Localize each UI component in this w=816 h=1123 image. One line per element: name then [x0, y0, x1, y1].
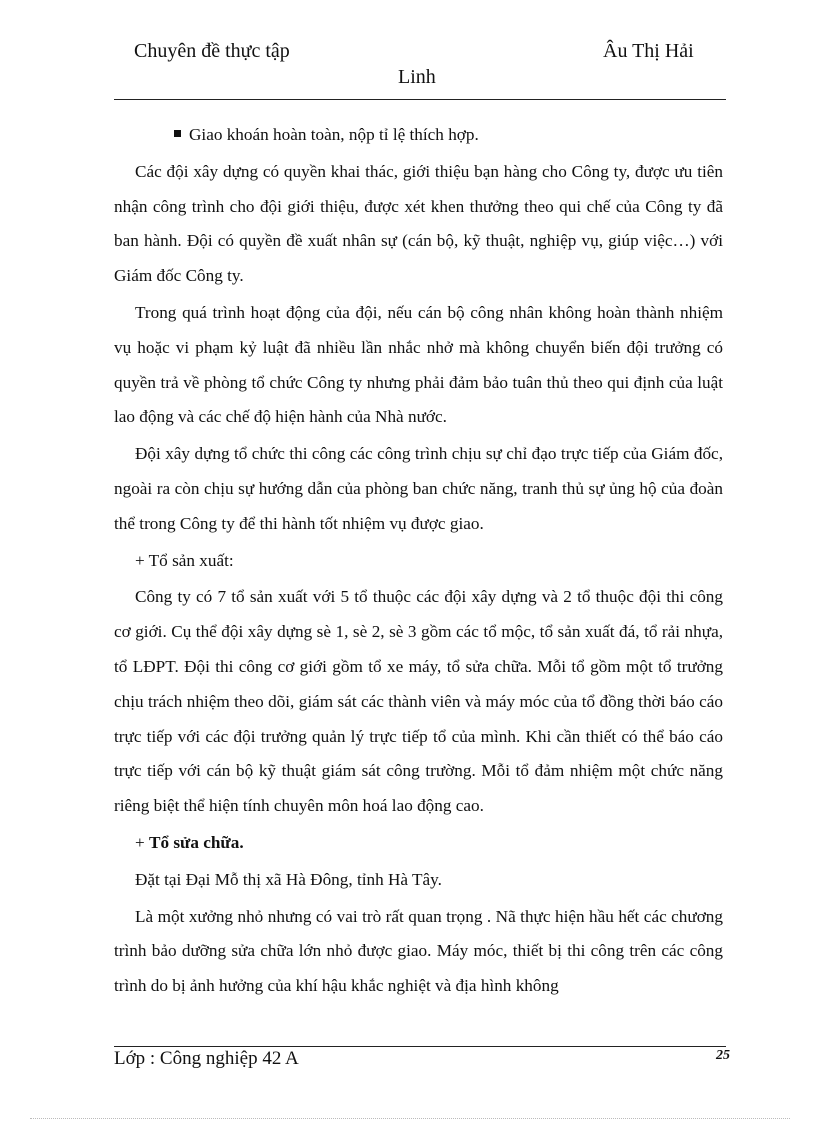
header-title: Chuyên đề thực tập	[134, 40, 290, 62]
header-author-line2: Linh	[398, 66, 436, 88]
header-author-line1: Âu Thị Hải	[603, 40, 694, 62]
square-bullet-icon	[174, 130, 181, 137]
section-heading-to-san-xuat: + Tổ sản xuất:	[135, 550, 234, 570]
bullet-text: Giao khoán hoàn toàn, nộp tỉ lệ thích hợp.	[189, 125, 479, 144]
paragraph: Đội xây dựng tổ chức thi công các công trình chịu sự chỉ đạo trực tiếp của Giám đốc, ngoài ra còn chịu sự hướng dẫn của phòng ban chức năng, tranh thủ sự ủng hộ của đoàn thể trong Công ty để thi hành tốt nhiệm vụ được giao.	[114, 444, 723, 533]
heading-prefix: +	[135, 832, 149, 852]
page-bottom-dotted-line	[30, 1118, 790, 1119]
bullet-item	[114, 118, 723, 153]
paragraph: Trong quá trình hoạt động của đội, nếu cán bộ công nhân không hoàn thành nhiệm vụ hoặc vi phạm kỷ luật đã nhiều lần nhắc nhở mà không chuyển biến đội trưởng có quyền trả về phòng tổ chức Công ty nhưng phải đảm bảo tuân thủ theo qui định của luật lao động và các chế độ hiện hành của Nhà nước.	[114, 302, 723, 427]
section-heading-to-sua-chua	[114, 826, 723, 861]
paragraph: Đặt tại Đại Mỗ thị xã Hà Đông, tỉnh Hà Tây.	[135, 869, 442, 889]
body-text	[114, 118, 723, 1004]
paragraph: Là một xưởng nhỏ nhưng có vai trò rất quan trọng . Nã thực hiện hầu hết các chương trình bảo dưỡng sửa chữa lớn nhỏ được giao. Máy móc, thiết bị thi công trên các công trình do bị ảnh hưởng của khí hậu khắc nghiệt và địa hình không	[114, 906, 723, 996]
footer-rule	[114, 1046, 726, 1047]
footer-class-label: Lớp : Công nghiệp 42 A	[114, 1048, 299, 1069]
page-number: 25	[716, 1048, 730, 1063]
paragraph: Các đội xây dựng có quyền khai thác, giới thiệu bạn hàng cho Công ty, được ưu tiên nhận công trình cho đội giới thiệu, được xét khen thưởng theo qui chế của Công ty đã ban hành. Đội có quyền đề xuất nhân sự (cán bộ, kỹ thuật, nghiệp vụ, giúp việc…) với Giám đốc Công ty.	[114, 161, 723, 286]
paragraph: Công ty có 7 tổ sản xuất với 5 tổ thuộc các đội xây dựng và 2 tổ thuộc đội thi công cơ giới. Cụ thể đội xây dựng sè 1, sè 2, sè 3 gồm các tổ mộc, tổ sản xuất đá, tổ rải nhựa, tổ LĐPT. Đội thi công cơ giới gồm tổ xe máy, tổ sửa chữa. Mỗi tổ gồm một tổ trưởng chịu trách nhiệm theo dõi, giám sát các thành viên và máy móc của tổ đồng thời báo cáo trực tiếp với các đội trưởng quản lý trực tiếp tổ của mình. Khi cần thiết có thể báo cáo trực tiếp với cán bộ kỹ thuật giám sát công trường. Mỗi tổ đảm nhiệm một chức năng riêng biệt thể hiện tính chuyên môn hoá lao động cao.	[114, 587, 723, 816]
heading-text: Tổ sửa chữa.	[149, 832, 244, 852]
header-rule	[114, 99, 726, 100]
